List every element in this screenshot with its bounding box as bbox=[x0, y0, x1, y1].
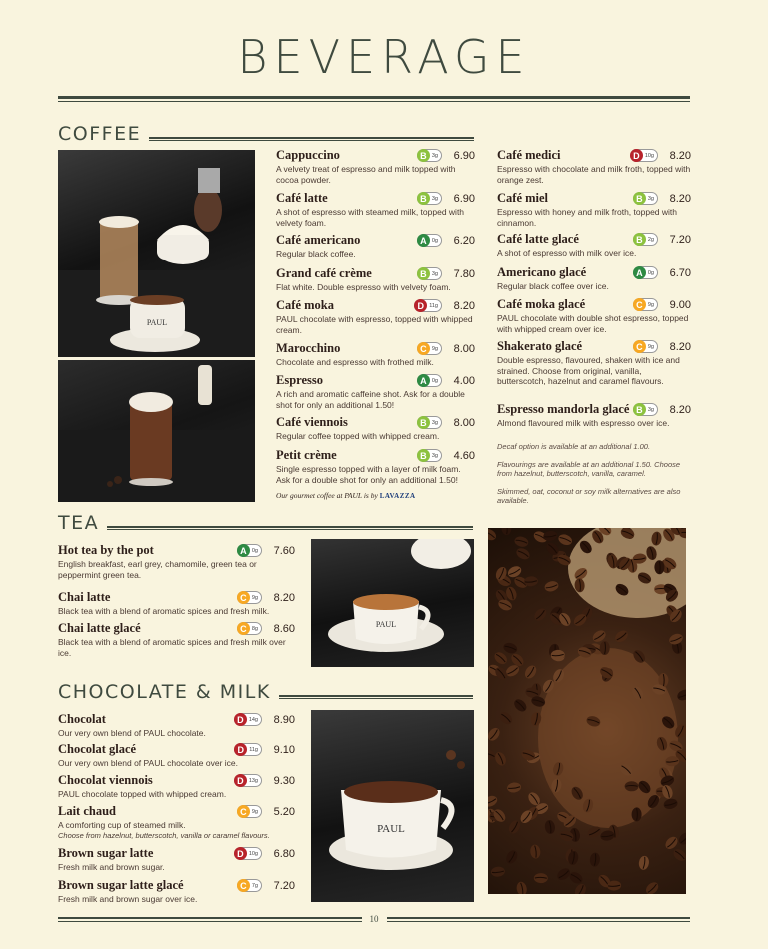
nutri-grade-badge bbox=[630, 149, 658, 162]
grade-letter: B bbox=[417, 192, 430, 205]
nutri-grade-badge bbox=[414, 299, 442, 312]
item-description: A comforting cup of steamed milk. bbox=[58, 820, 186, 830]
item-price: 4.00 bbox=[453, 374, 475, 387]
item-price: 7.20 bbox=[273, 879, 295, 892]
nutri-grade-badge bbox=[417, 342, 442, 355]
grade-letter: C bbox=[237, 622, 250, 635]
nutri-grade-badge bbox=[417, 149, 442, 162]
sugar-amount: 0g bbox=[431, 237, 438, 244]
sugar-amount: 3g bbox=[431, 270, 438, 277]
nutri-grade-badge bbox=[417, 267, 442, 280]
note-milk-alternatives: Skimmed, oat, coconut or soy milk alternatives are also available. bbox=[497, 487, 681, 505]
menu-item bbox=[497, 191, 691, 228]
grade-letter: A bbox=[417, 234, 430, 247]
item-name: Café latte glacé bbox=[497, 232, 579, 246]
nutri-grade-badge bbox=[237, 622, 262, 635]
item-description: Double espresso, flavoured, shaken with ice and strained. Choose from original, vanilla, butterscotch, hazelnut and caramel flavours. bbox=[497, 355, 680, 386]
sugar-amount: 0g bbox=[647, 269, 654, 276]
grade-letter: D bbox=[234, 743, 247, 756]
nutri-grade-badge bbox=[237, 879, 262, 892]
menu-item bbox=[276, 415, 475, 442]
coffee-beans-photo bbox=[488, 528, 686, 894]
menu-item bbox=[276, 191, 475, 228]
section-title: COFFEE bbox=[58, 123, 142, 145]
sugar-amount: 9g bbox=[647, 301, 654, 308]
nutri-grade-badge bbox=[234, 774, 262, 787]
item-name: Lait chaud bbox=[58, 804, 117, 818]
menu-item bbox=[58, 846, 295, 873]
menu-item bbox=[276, 298, 475, 335]
item-name: Chai latte bbox=[58, 590, 111, 604]
menu-item bbox=[497, 232, 691, 259]
item-name: Grand café crème bbox=[276, 266, 372, 280]
grade-letter: B bbox=[417, 449, 430, 462]
item-price: 4.60 bbox=[453, 449, 475, 462]
item-price: 8.20 bbox=[453, 299, 475, 312]
sugar-amount: 9g bbox=[251, 594, 258, 601]
sugar-amount: 13g bbox=[248, 777, 258, 784]
grade-letter: D bbox=[414, 299, 427, 312]
coffee-notes bbox=[497, 442, 697, 514]
sugar-amount: 3g bbox=[431, 419, 438, 426]
item-name: Chocolat viennois bbox=[58, 773, 153, 787]
menu-item bbox=[276, 373, 475, 410]
item-name: Espresso mandorla glacé bbox=[497, 402, 630, 416]
item-name: Café latte bbox=[276, 191, 328, 205]
item-name: Café moka bbox=[276, 298, 334, 312]
sugar-amount: 9g bbox=[251, 808, 258, 815]
item-description: Almond flavoured milk with espresso over ice. bbox=[497, 418, 670, 428]
menu-item bbox=[497, 339, 691, 387]
item-price: 5.20 bbox=[273, 805, 295, 818]
menu-item bbox=[497, 265, 691, 292]
item-price: 6.70 bbox=[669, 266, 691, 279]
menu-item bbox=[276, 233, 475, 260]
menu-item bbox=[276, 266, 475, 293]
nutri-grade-badge bbox=[633, 233, 658, 246]
item-price: 9.00 bbox=[669, 298, 691, 311]
item-name: Café moka glacé bbox=[497, 297, 586, 311]
menu-item bbox=[497, 148, 691, 185]
grade-letter: D bbox=[234, 713, 247, 726]
menu-item bbox=[58, 804, 295, 841]
item-price: 6.90 bbox=[453, 192, 475, 205]
item-price: 8.00 bbox=[453, 342, 475, 355]
grade-letter: B bbox=[417, 149, 430, 162]
sugar-amount: 2g bbox=[647, 236, 654, 243]
grade-letter: B bbox=[633, 192, 646, 205]
sugar-amount: 10g bbox=[644, 152, 654, 159]
item-name: Cappuccino bbox=[276, 148, 340, 162]
item-price: 8.20 bbox=[669, 149, 691, 162]
item-name: Café viennois bbox=[276, 415, 348, 429]
grade-letter: A bbox=[633, 266, 646, 279]
menu-item bbox=[276, 448, 475, 485]
grade-letter: B bbox=[417, 416, 430, 429]
sugar-amount: 9g bbox=[431, 345, 438, 352]
item-description: Single espresso topped with a layer of milk foam. Ask for a double shot for only an additional 1.50! bbox=[276, 464, 461, 485]
item-description: A shot of espresso with steamed milk, topped with velvety foam. bbox=[276, 207, 465, 228]
item-description: Our very own blend of PAUL chocolate. bbox=[58, 728, 206, 738]
item-name: Café americano bbox=[276, 233, 361, 247]
item-price: 8.20 bbox=[669, 403, 691, 416]
menu-item bbox=[58, 621, 295, 658]
item-name: Café medici bbox=[497, 148, 561, 162]
item-price: 6.80 bbox=[273, 847, 295, 860]
note-decaf: Decaf option is available at an additional 1.00. bbox=[497, 442, 651, 451]
nutri-grade-badge bbox=[417, 416, 442, 429]
sugar-amount: 7g bbox=[251, 882, 258, 889]
cup-logo-2: PAUL bbox=[375, 620, 397, 629]
menu-item bbox=[276, 341, 475, 368]
grade-letter: C bbox=[633, 340, 646, 353]
sugar-amount: 11g bbox=[429, 302, 438, 309]
sugar-amount: 0g bbox=[431, 377, 438, 384]
item-price: 9.30 bbox=[273, 774, 295, 787]
item-description: Espresso with chocolate and milk froth, topped with orange zest. bbox=[497, 164, 691, 185]
item-name: Marocchino bbox=[276, 341, 341, 355]
sugar-amount: 14g bbox=[248, 716, 258, 723]
sugar-amount: 3g bbox=[647, 406, 654, 413]
item-description: English breakfast, earl grey, chamomile, green tea or peppermint green tea. bbox=[58, 559, 257, 580]
grade-letter: A bbox=[237, 544, 250, 557]
item-description: Regular coffee topped with whipped cream. bbox=[276, 431, 440, 441]
item-name: Café miel bbox=[497, 191, 549, 205]
item-description: Fresh milk and brown sugar. bbox=[58, 862, 165, 872]
grade-letter: D bbox=[630, 149, 643, 162]
cup-logo-1: PAUL bbox=[146, 318, 168, 327]
item-name: Chocolat bbox=[58, 712, 106, 726]
item-description: Black tea with a blend of aromatic spices and fresh milk over ice. bbox=[58, 637, 286, 658]
sugar-amount: 10g bbox=[248, 850, 258, 857]
nutri-grade-badge bbox=[237, 591, 262, 604]
section-heading-coffee bbox=[58, 123, 474, 145]
sugar-amount: 3g bbox=[647, 195, 654, 202]
item-price: 6.90 bbox=[453, 149, 475, 162]
item-description: Chocolate and espresso with frothed milk. bbox=[276, 357, 434, 367]
item-description: Fresh milk and brown sugar over ice. bbox=[58, 894, 198, 904]
item-note: Choose from hazelnut, butterscotch, vanilla or caramel flavours. bbox=[58, 830, 270, 840]
sugar-amount: 8g bbox=[251, 625, 258, 632]
item-name: Hot tea by the pot bbox=[58, 543, 154, 557]
sugar-amount: 3g bbox=[431, 195, 438, 202]
nutri-grade-badge bbox=[417, 192, 442, 205]
menu-item bbox=[276, 148, 475, 185]
menu-item bbox=[58, 590, 295, 617]
note-flavourings: Flavourings are available at an additional 1.50. Choose from hazelnut, butterscotch, vanilla, caramel. bbox=[497, 460, 681, 478]
nutri-grade-badge bbox=[237, 805, 262, 818]
item-price: 6.20 bbox=[453, 234, 475, 247]
item-description: PAUL chocolate with double shot espresso, topped with whipped cream over ice. bbox=[497, 313, 689, 334]
grade-letter: D bbox=[234, 774, 247, 787]
item-name: Petit crème bbox=[276, 448, 337, 462]
lavazza-credit bbox=[276, 491, 416, 500]
item-name: Brown sugar latte glacé bbox=[58, 878, 184, 892]
menu-item bbox=[58, 543, 295, 580]
item-name: Americano glacé bbox=[497, 265, 587, 279]
nutri-grade-badge bbox=[633, 192, 658, 205]
menu-item bbox=[497, 402, 691, 429]
sugar-amount: 9g bbox=[647, 343, 654, 350]
item-price: 8.00 bbox=[453, 416, 475, 429]
section-title: CHOCOLATE & MILK bbox=[58, 681, 271, 703]
item-name: Chocolat glacé bbox=[58, 742, 137, 756]
menu-item bbox=[497, 297, 691, 334]
chocolate-photo bbox=[311, 710, 474, 902]
item-description: PAUL chocolate with espresso, topped with whipped cream. bbox=[276, 314, 473, 335]
grade-letter: C bbox=[237, 591, 250, 604]
nutri-grade-badge bbox=[633, 266, 658, 279]
item-price: 7.80 bbox=[453, 267, 475, 280]
section-title: TEA bbox=[58, 512, 100, 534]
lavazza-text: Our gourmet coffee at PAUL is by bbox=[276, 491, 378, 500]
item-price: 8.60 bbox=[273, 622, 295, 635]
sugar-amount: 11g bbox=[249, 746, 258, 753]
nutri-grade-badge bbox=[234, 847, 262, 860]
grade-letter: C bbox=[237, 879, 250, 892]
item-description: A rich and aromatic caffeine shot. Ask for a double shot for only an additional 1.50! bbox=[276, 389, 465, 410]
item-name: Brown sugar latte bbox=[58, 846, 154, 860]
item-price: 8.20 bbox=[669, 192, 691, 205]
tea-photo bbox=[311, 539, 474, 667]
nutri-grade-badge bbox=[237, 544, 262, 557]
menu-item bbox=[58, 773, 295, 800]
item-description: Regular black coffee. bbox=[276, 249, 356, 259]
nutri-grade-badge bbox=[234, 743, 262, 756]
grade-letter: D bbox=[234, 847, 247, 860]
coffee-photo-cappuccino bbox=[58, 150, 255, 357]
item-price: 7.20 bbox=[669, 233, 691, 246]
item-description: PAUL chocolate topped with whipped cream. bbox=[58, 789, 227, 799]
nutri-grade-badge bbox=[633, 403, 658, 416]
cup-logo-3: PAUL bbox=[377, 823, 405, 835]
page-title: BEVERAGE bbox=[237, 30, 531, 84]
lavazza-logo: LAVAZZA bbox=[379, 492, 416, 500]
menu-item bbox=[58, 742, 295, 769]
item-name: Shakerato glacé bbox=[497, 339, 583, 353]
grade-letter: B bbox=[417, 267, 430, 280]
nutri-grade-badge bbox=[417, 374, 442, 387]
grade-letter: C bbox=[237, 805, 250, 818]
sugar-amount: 0g bbox=[251, 547, 258, 554]
sugar-amount: 3g bbox=[431, 452, 438, 459]
menu-item bbox=[58, 712, 295, 739]
menu-item bbox=[58, 878, 295, 905]
grade-letter: B bbox=[633, 233, 646, 246]
item-description: A shot of espresso with milk over ice. bbox=[497, 248, 637, 258]
item-name: Espresso bbox=[276, 373, 324, 387]
item-description: Black tea with a blend of aromatic spices and fresh milk. bbox=[58, 606, 270, 616]
nutri-grade-badge bbox=[234, 713, 262, 726]
coffee-photo-glass bbox=[58, 360, 255, 502]
item-description: Our very own blend of PAUL chocolate over ice. bbox=[58, 758, 239, 768]
item-description: Flat white. Double espresso with velvety foam. bbox=[276, 282, 451, 292]
item-price: 8.90 bbox=[273, 713, 295, 726]
nutri-grade-badge bbox=[633, 298, 658, 311]
page-number: 10 bbox=[369, 914, 379, 924]
nutri-grade-badge bbox=[633, 340, 658, 353]
grade-letter: C bbox=[633, 298, 646, 311]
nutri-grade-badge bbox=[417, 449, 442, 462]
item-price: 8.20 bbox=[273, 591, 295, 604]
nutri-grade-badge bbox=[417, 234, 442, 247]
item-price: 9.10 bbox=[273, 743, 295, 756]
item-price: 8.20 bbox=[669, 340, 691, 353]
section-heading-tea bbox=[58, 512, 473, 534]
title-rule bbox=[58, 96, 690, 102]
section-heading-chocolate bbox=[58, 681, 473, 703]
item-price: 7.60 bbox=[273, 544, 295, 557]
page-footer bbox=[58, 912, 690, 926]
item-description: Espresso with honey and milk froth, topped with cinnamon. bbox=[497, 207, 678, 228]
item-description: Regular black coffee over ice. bbox=[497, 281, 609, 291]
grade-letter: A bbox=[417, 374, 430, 387]
grade-letter: B bbox=[633, 403, 646, 416]
grade-letter: C bbox=[417, 342, 430, 355]
item-description: A velvety treat of espresso and milk topped with cocoa powder. bbox=[276, 164, 456, 185]
item-name: Chai latte glacé bbox=[58, 621, 141, 635]
sugar-amount: 3g bbox=[431, 152, 438, 159]
